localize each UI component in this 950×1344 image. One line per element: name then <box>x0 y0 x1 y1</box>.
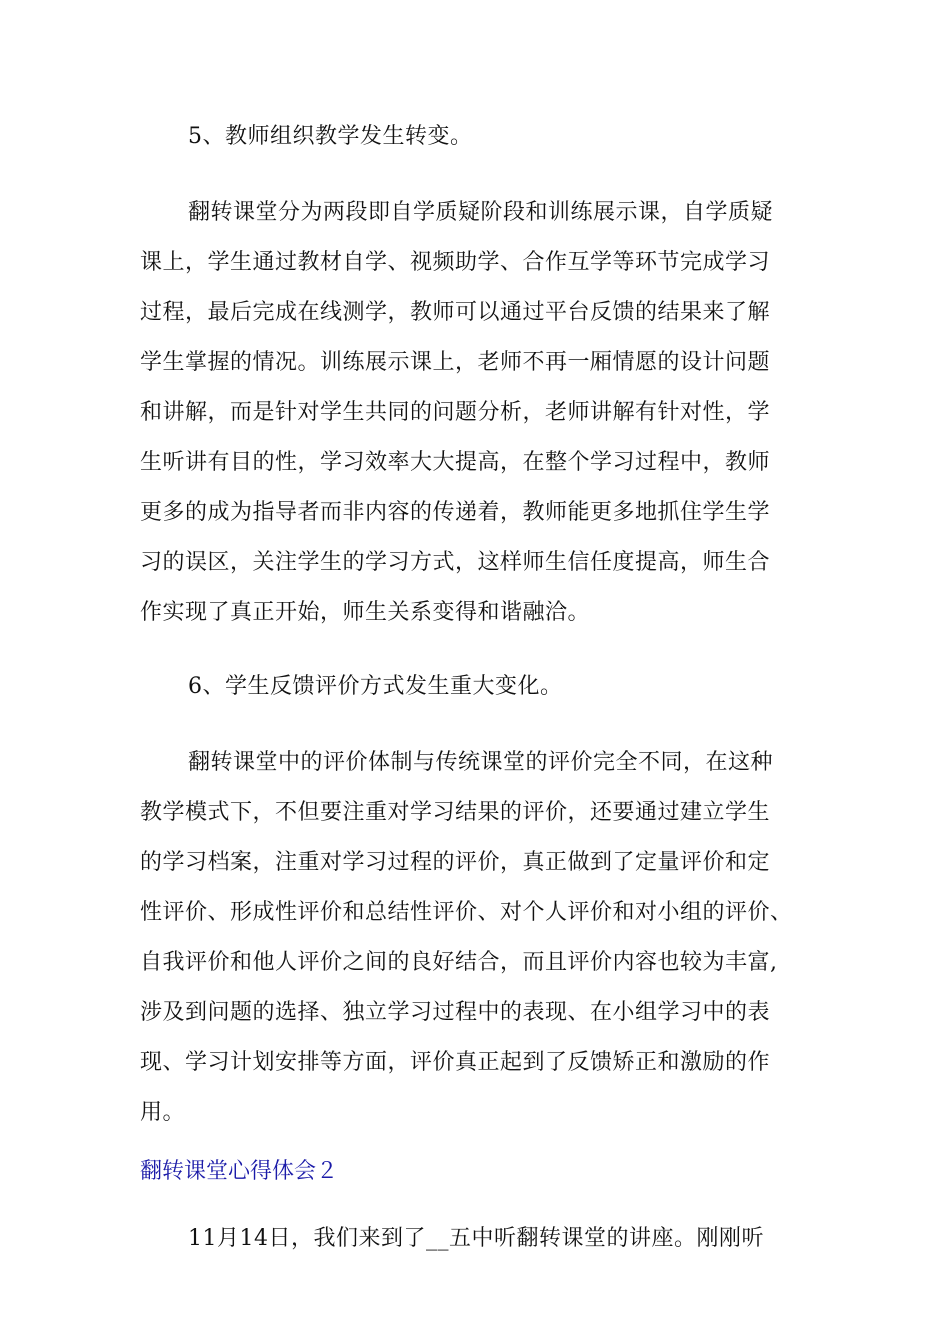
paragraph-line: 的学习档案，注重对学习过程的评价，真正做到了定量评价和定 <box>140 850 771 875</box>
paragraph-line: 和讲解，而是针对学生共同的问题分析，老师讲解有针对性，学 <box>140 400 771 425</box>
paragraph-line: 用。 <box>140 1100 186 1125</box>
paragraph-line: 涉及到问题的选择、独立学习过程中的表现、在小组学习中的表 <box>140 1000 771 1025</box>
paragraph-line: 翻转课堂分为两段即自学质疑阶段和训练展示课，自学质疑 <box>188 200 774 225</box>
paragraph-lecture <box>140 1214 830 1264</box>
paragraph-line: 性评价、形成性评价和总结性评价、对个人评价和对小组的评价、 <box>140 900 793 925</box>
paragraph-line: 习的误区，关注学生的学习方式，这样师生信任度提高，师生合 <box>140 550 771 575</box>
paragraph-evaluation <box>140 738 830 1138</box>
paragraph-line: 教学模式下，不但要注重对学习结果的评价，还要通过建立学生 <box>140 800 771 825</box>
list-item-heading-6: 6、学生反馈评价方式发生重大变化。 <box>188 674 563 699</box>
paragraph-line: 更多的成为指导者而非内容的传递着，教师能更多地抓住学生学 <box>140 500 771 525</box>
list-item-heading-5: 5、教师组织教学发生转变。 <box>188 124 473 149</box>
paragraph-line: 自我评价和他人评价之间的良好结合，而且评价内容也较为丰富, <box>140 950 778 975</box>
paragraph-line: 现、学习计划安排等方面，评价真正起到了反馈矫正和激励的作 <box>140 1050 771 1075</box>
paragraph-line: 翻转课堂中的评价体制与传统课堂的评价完全不同，在这种 <box>188 750 774 775</box>
document-page <box>140 112 830 1288</box>
section-title: 翻转课堂心得体会２ <box>140 1159 339 1184</box>
paragraph-line: 课上，学生通过教材自学、视频助学、合作互学等环节完成学习 <box>140 250 771 275</box>
paragraph-line: 11月14日，我们来到了__五中听翻转课堂的讲座。刚刚听 <box>188 1226 764 1251</box>
paragraph-line: 学生掌握的情况。训练展示课上，老师不再一厢情愿的设计问题 <box>140 350 771 375</box>
paragraph-line: 作实现了真正开始，师生关系变得和谐融洽。 <box>140 600 591 625</box>
paragraph-line: 生听讲有目的性，学习效率大大提高，在整个学习过程中，教师 <box>140 450 771 475</box>
paragraph-line: 过程，最后完成在线测学，教师可以通过平台反馈的结果来了解 <box>140 300 771 325</box>
paragraph-teacher-organization <box>140 188 830 638</box>
